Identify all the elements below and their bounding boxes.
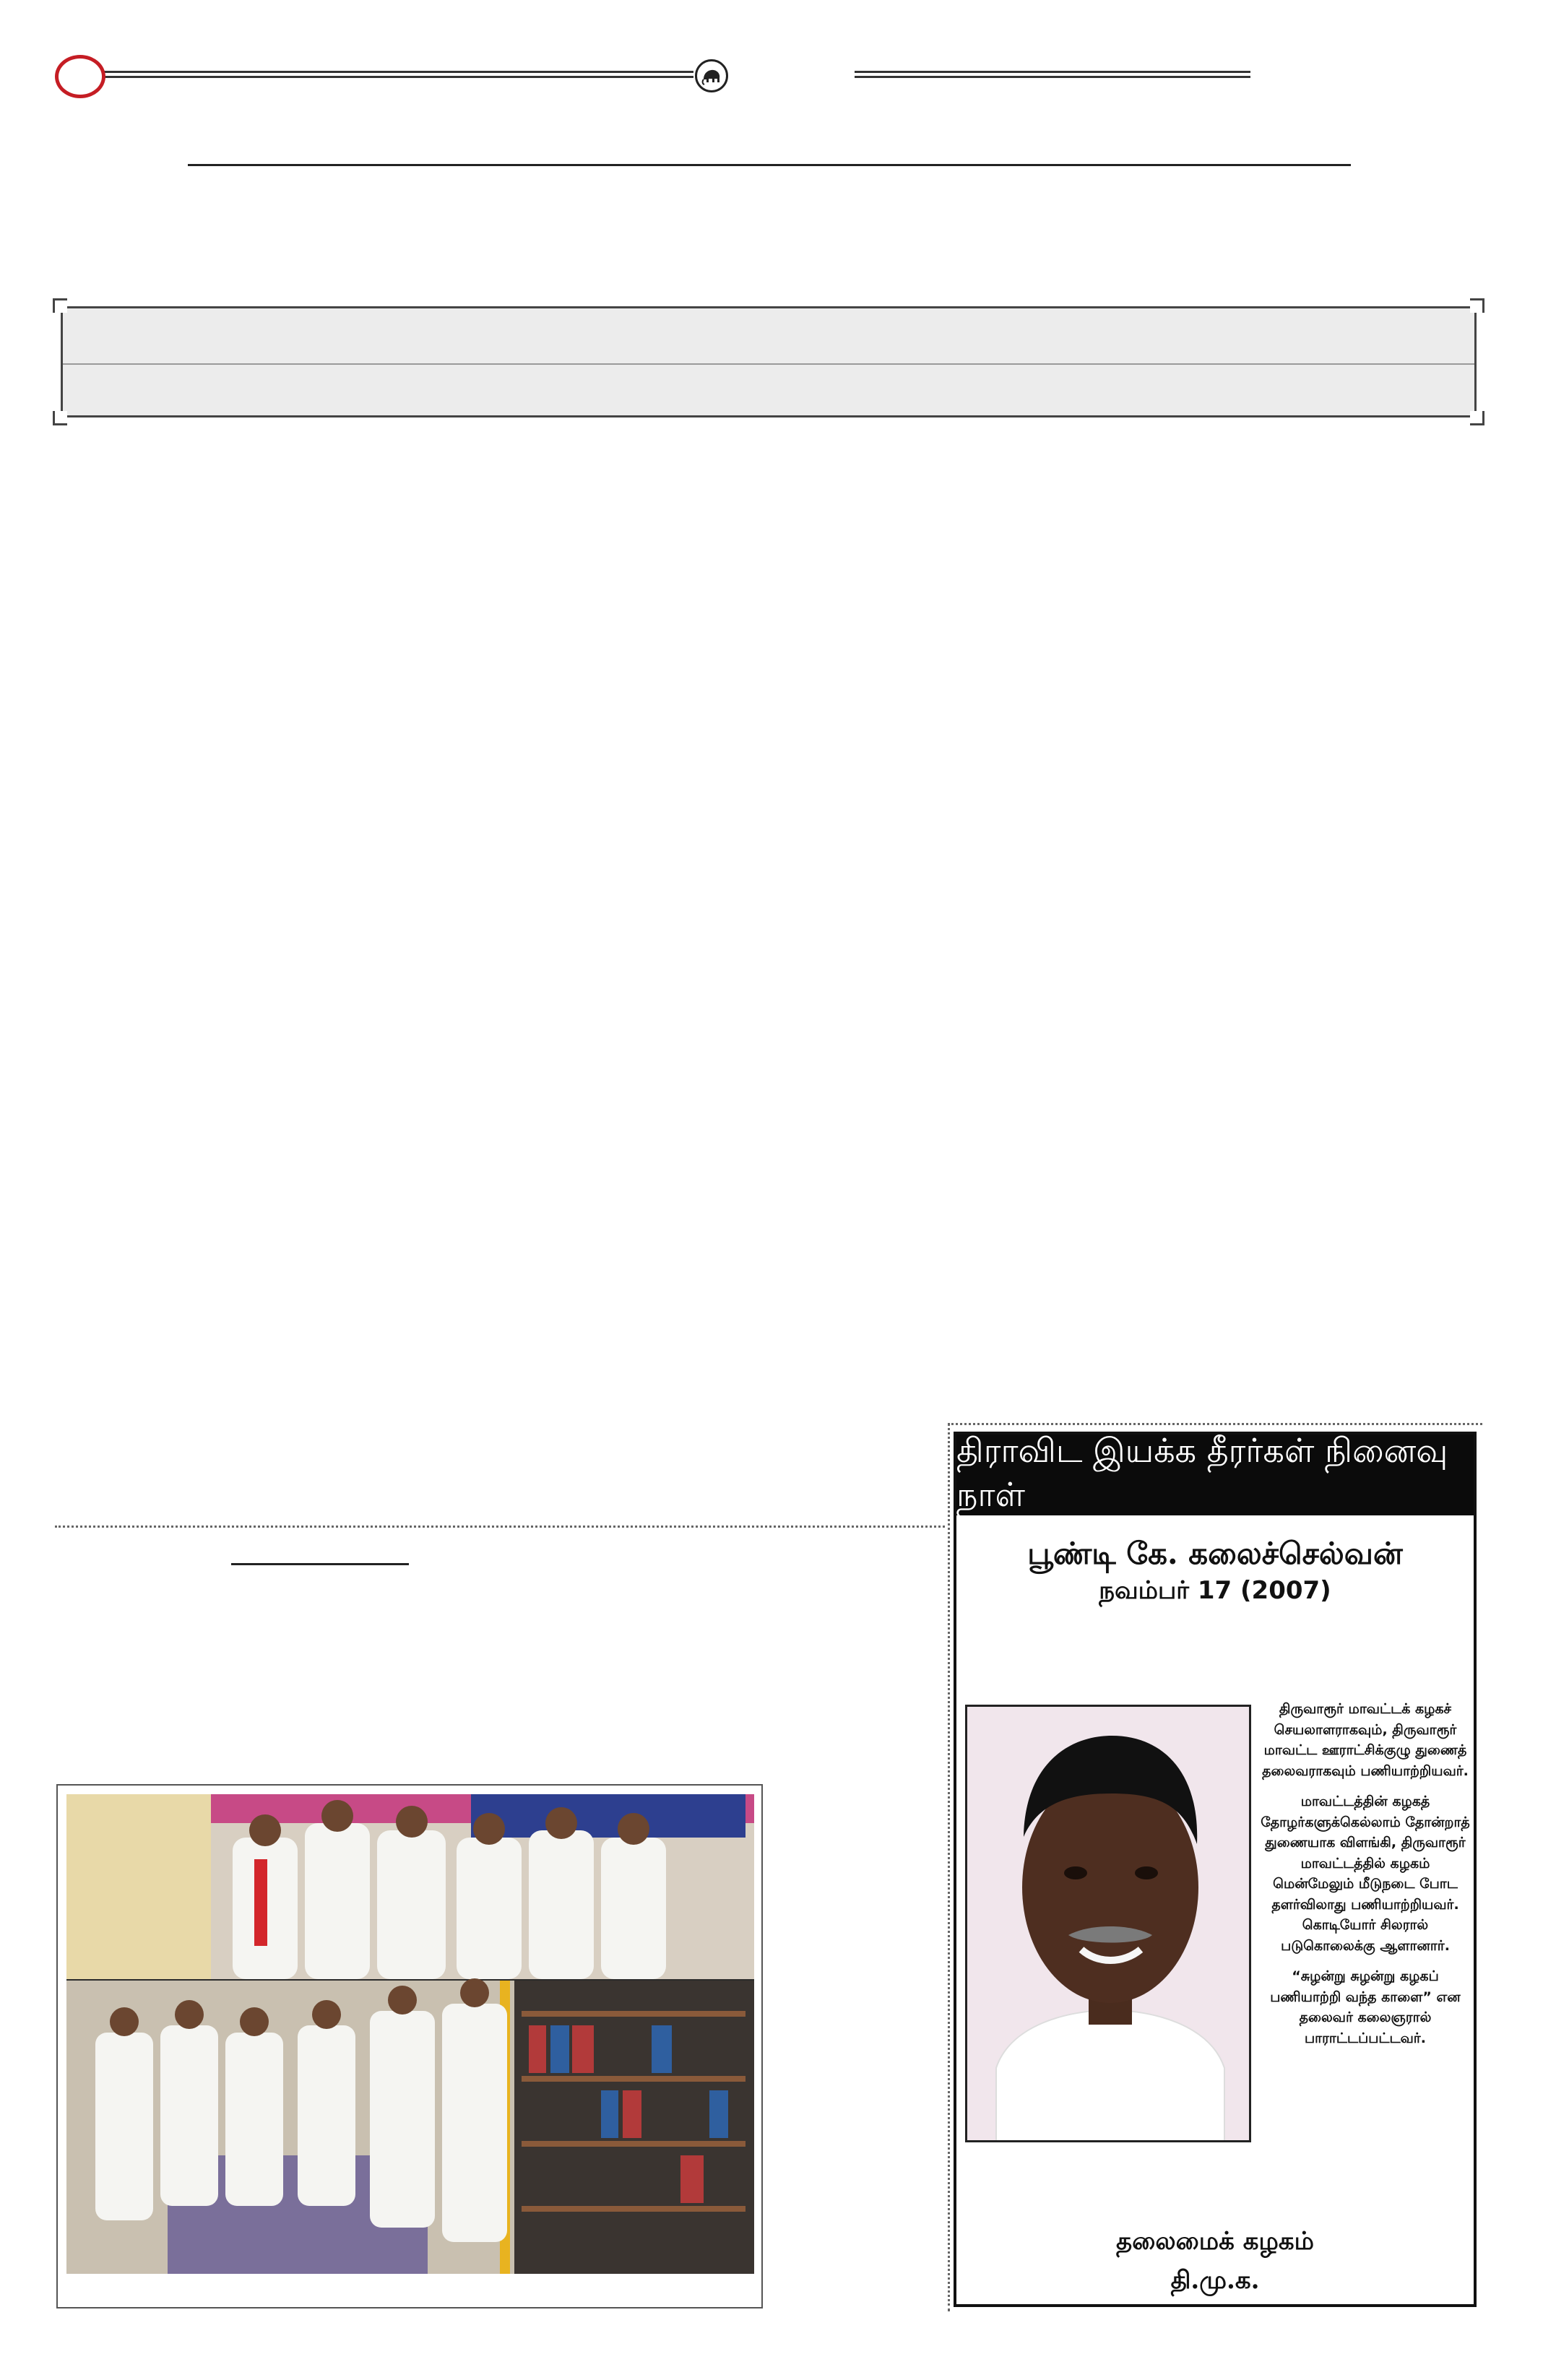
memorial-notice [954,1432,1477,2307]
memorial-heading: திராவிட இயக்க தீரர்கள் நினைவு நாள் [956,1435,1474,1515]
header-rule-left [101,71,693,78]
section-banner [61,306,1477,417]
memorial-portrait [965,1705,1251,2142]
memorial-bio-paragraph: மாவட்டத்தின் கழகத் தோழர்களுக்கெல்லாம் தோன்றாத் துணையாக விளங்கி, திருவாரூர் மாவட்டத்தில் கழகம் மென்மேலும் மீடுநடை போட தளர்விலாது பணியாற்றியவர். கொடியோர் சிலரால் படுகொலைக்கு ஆளானார். [1261,1793,1470,1954]
banner-corner-ornament [53,411,67,425]
article-heading-rule [231,1563,409,1565]
column-separator-vertical [948,1423,950,2311]
banner-corner-ornament [1470,298,1484,313]
memorial-separator-top [948,1423,1482,1425]
memorial-bio-paragraph: திருவாரூர் மாவட்டக் கழகச் செயலாளராகவும், திருவாரூர் மாவட்ட ஊராட்சிக்குழு துணைத் தலைவராகவும் பணியாற்றியவர். [1262,1701,1469,1779]
memorial-date: நவம்பர் 17 (2007) [1099,1576,1331,1605]
news-photo-frame [56,1784,763,2308]
memorial-name: பூண்டி கே. கலைச்செல்வன் [1027,1536,1403,1571]
header-rule-right [855,71,1250,78]
banner-midline [63,363,1474,365]
signoff-line-1: தலைமைக் கழகம் [1116,2227,1314,2256]
title-underline [188,164,1351,166]
signoff-line-2: தி.மு.க. [1170,2266,1260,2295]
memorial-bio [1260,1699,1471,2059]
memorial-bio-paragraph: “சுழன்று சுழன்று கழகப் பணியாற்றி வந்த காளை” என தலைவர் கலைஞரால் பாராட்டப்பட்டவர். [1270,1968,1461,2046]
news-photo [66,1794,754,2274]
elephant-emblem-icon [695,59,728,92]
column-separator-horizontal [55,1526,945,1528]
circle-badge-icon [55,55,105,98]
banner-corner-ornament [1470,411,1484,425]
banner-corner-ornament [53,298,67,313]
memorial-signoff [956,2222,1474,2300]
